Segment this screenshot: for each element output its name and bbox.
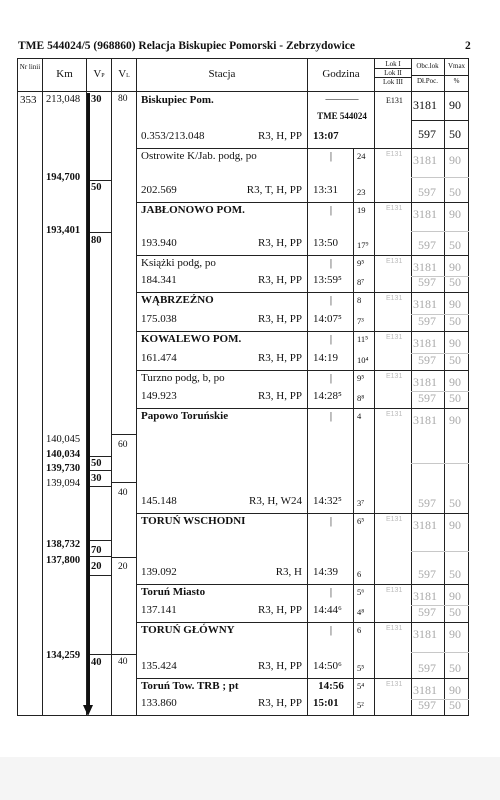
grey-lok: E131	[386, 681, 403, 688]
document-title: TME 544024/5 (968860) Relacja Biskupiec Pomorski - Zebrzydowice	[18, 40, 355, 52]
direction-arrow-line	[87, 93, 90, 708]
departure-time: 14:50⁶	[313, 660, 342, 672]
grid-hline	[111, 557, 136, 558]
station-name: TORUŃ WSCHODNI	[141, 515, 246, 527]
grid-hline	[136, 331, 469, 332]
grid-hline	[17, 91, 469, 92]
grid-hline	[111, 654, 136, 655]
station-km: 135.424	[141, 660, 177, 672]
arrival-time: |	[329, 372, 333, 384]
run-time: 23	[357, 187, 366, 197]
vl-speed: 20	[118, 562, 128, 572]
station-name: JABŁONOWO POM.	[141, 204, 245, 216]
arrival-time: |	[329, 150, 333, 162]
station-km: 0.353/213.048	[141, 130, 205, 142]
grid-hline	[111, 434, 136, 435]
km-marker: 139,094	[46, 478, 81, 489]
grid-vline	[111, 58, 112, 716]
train-label: TME 544024	[317, 111, 367, 121]
grey-dl: 597	[418, 314, 436, 328]
travel-time: 9⁵	[357, 373, 365, 383]
travel-time: 19	[357, 205, 366, 215]
departure-time: 13:31	[313, 184, 339, 196]
station-codes: R3, H, PP	[257, 237, 302, 249]
grey-obc: 3181	[413, 627, 437, 641]
grey-vmax: 90	[449, 153, 461, 167]
station-km: 184.341	[141, 274, 177, 286]
grid-hline	[136, 255, 469, 256]
station-codes: R3, T, H, PP	[246, 184, 302, 196]
arrival-time: |	[329, 294, 333, 306]
station-name: Biskupiec Pom.	[141, 94, 214, 106]
header-nr-linii: Nr linii	[19, 63, 41, 71]
header-lok2: Lok II	[384, 69, 402, 77]
grey-dl: 597	[418, 567, 436, 581]
grey-lok: E131	[386, 373, 403, 380]
departure-time: 14:44⁶	[313, 604, 342, 616]
grid-hline	[136, 370, 469, 371]
run-time: 8⁷	[357, 277, 365, 287]
grey-vmax: 90	[449, 336, 461, 350]
train-dash: ———	[325, 93, 359, 105]
arrival-time: |	[329, 410, 333, 422]
grid-vline	[444, 58, 445, 716]
first-lok: E131	[386, 96, 403, 105]
grey-obc: 3181	[413, 297, 437, 311]
grey-lok: E131	[386, 151, 403, 158]
station-name: Papowo Toruńskie	[141, 410, 229, 422]
grey-vmax: 90	[449, 297, 461, 311]
grey-lok: E131	[386, 258, 403, 265]
header-obc-lok: Obc.lok	[416, 62, 439, 70]
grey-dl: 597	[418, 698, 436, 712]
vp-speed: 30	[91, 94, 102, 105]
grid-vline	[411, 58, 412, 716]
grey-lok: E131	[386, 295, 403, 302]
arrival-time: |	[329, 204, 333, 216]
travel-time: 11⁵	[357, 334, 369, 344]
grid-hline	[136, 513, 469, 514]
grid-hline	[411, 463, 469, 464]
grey-pct: 50	[449, 496, 461, 510]
vp-speed: 70	[91, 545, 102, 556]
grey-obc: 3181	[413, 207, 437, 221]
station-km: 193.940	[141, 237, 177, 249]
grid-hline	[411, 120, 469, 121]
grid-hline	[411, 177, 469, 178]
departure-time: 13:59⁵	[313, 274, 342, 286]
direction-arrow-icon	[83, 705, 93, 716]
travel-time: 4	[357, 411, 362, 421]
vp-speed: 40	[91, 657, 102, 668]
arrival-time: |	[329, 257, 333, 269]
departure-time: 14:28⁵	[313, 390, 342, 402]
station-codes: R3, H	[275, 566, 302, 578]
station-name: WĄBRZEŹNO	[141, 294, 214, 306]
run-time: 4⁸	[357, 607, 365, 617]
vl-speed: 40	[118, 657, 128, 667]
grey-vmax: 90	[449, 627, 461, 641]
grey-obc: 3181	[413, 589, 437, 603]
grey-lok: E131	[386, 625, 403, 632]
grid-hline	[411, 551, 469, 552]
departure-time: 14:32⁵	[313, 495, 342, 507]
station-codes: R3, H, PP	[257, 313, 302, 325]
grid-hline	[136, 584, 469, 585]
grid-hline	[111, 482, 136, 483]
vp-speed: 50	[91, 458, 102, 469]
grey-dl: 597	[418, 238, 436, 252]
station-name: Toruń Miasto	[141, 586, 206, 598]
grey-dl: 597	[418, 391, 436, 405]
km-marker: 134,259	[46, 650, 81, 661]
grid-vline	[136, 58, 137, 716]
first-pct: 50	[449, 127, 461, 141]
departure-time: 15:01	[313, 697, 339, 709]
grey-dl: 597	[418, 185, 436, 199]
header-vl: VL	[118, 68, 130, 80]
header-km: Km	[56, 68, 73, 80]
arrival-time: |	[329, 333, 333, 345]
header-stacja: Stacja	[208, 68, 236, 80]
grey-obc: 3181	[413, 260, 437, 274]
grey-vmax: 90	[449, 260, 461, 274]
grid-hline	[411, 652, 469, 653]
vp-speed: 50	[91, 182, 102, 193]
vp-speed: 20	[91, 561, 102, 572]
grey-obc: 3181	[413, 153, 437, 167]
station-codes: R3, H, PP	[257, 697, 302, 709]
grid-hline	[136, 678, 469, 679]
header-vmax: Vmax	[447, 62, 466, 70]
km-marker: 213,048	[46, 94, 81, 105]
departure-time: 14:39	[313, 566, 339, 578]
header-pct: %	[453, 77, 460, 85]
header-lok1: Lok I	[385, 60, 401, 68]
km-marker: 140,045	[46, 434, 81, 445]
station-km: 161.474	[141, 352, 177, 364]
travel-time: 5⁴	[357, 681, 365, 691]
grid-hline	[136, 292, 469, 293]
km-marker: 193,401	[46, 225, 81, 236]
station-km: 149.923	[141, 390, 177, 402]
grid-hline	[411, 75, 469, 76]
station-km: 145.148	[141, 495, 177, 507]
travel-time: 24	[357, 151, 366, 161]
grid-hline	[136, 202, 469, 203]
km-marker: 138,732	[46, 539, 81, 550]
grid-hline	[136, 148, 469, 149]
line-number: 353	[20, 94, 37, 106]
grey-pct: 50	[449, 238, 461, 252]
grey-dl: 597	[418, 496, 436, 510]
km-marker: 139,730	[46, 463, 81, 474]
grid-vline	[42, 58, 43, 716]
grey-obc: 3181	[413, 683, 437, 697]
grey-pct: 50	[449, 185, 461, 199]
grey-pct: 50	[449, 275, 461, 289]
run-time: 5²	[357, 700, 364, 710]
grey-vmax: 90	[449, 413, 461, 427]
grey-pct: 50	[449, 391, 461, 405]
grid-hline	[136, 408, 469, 409]
station-km: 137.141	[141, 604, 177, 616]
grey-obc: 3181	[413, 336, 437, 350]
run-time: 10⁴	[357, 355, 369, 365]
grey-lok: E131	[386, 516, 403, 523]
grey-pct: 50	[449, 698, 461, 712]
station-codes: R3, H, W24	[249, 495, 302, 507]
grey-vmax: 90	[449, 683, 461, 697]
travel-time: 6	[357, 625, 362, 635]
grey-dl: 597	[418, 605, 436, 619]
vp-speed: 80	[91, 235, 102, 246]
departure-time: 13:07	[313, 130, 339, 142]
header-godzina: Godzina	[322, 68, 360, 80]
arrival-time: |	[329, 586, 333, 598]
travel-time: 9⁵	[357, 258, 365, 268]
run-time: 6	[357, 569, 362, 579]
grey-vmax: 90	[449, 207, 461, 221]
header-vp: VP	[93, 68, 105, 80]
run-time: 17⁹	[357, 240, 369, 250]
grey-pct: 50	[449, 661, 461, 675]
page-number: 2	[465, 40, 471, 52]
grey-lok: E131	[386, 205, 403, 212]
travel-time: 6⁵	[357, 516, 365, 526]
km-marker: 137,800	[46, 555, 81, 566]
station-km: 133.860	[141, 697, 177, 709]
station-codes: R3, H, PP	[257, 130, 302, 142]
station-km: 175.038	[141, 313, 177, 325]
station-name: Turzno podg, b, po	[141, 372, 225, 384]
departure-time: 13:50	[313, 237, 339, 249]
grid-hline	[136, 622, 469, 623]
grey-pct: 50	[449, 353, 461, 367]
station-name: KOWALEWO POM.	[141, 333, 242, 345]
station-name: Książki podg, po	[141, 257, 216, 269]
vl-speed: 80	[118, 94, 128, 104]
station-name: Toruń Tow. TRB ; pt	[141, 680, 239, 692]
grid-hline	[411, 231, 469, 232]
station-codes: R3, H, PP	[257, 352, 302, 364]
vl-speed: 60	[118, 440, 128, 450]
grid-vline	[374, 58, 375, 716]
grey-vmax: 90	[449, 589, 461, 603]
run-time: 8⁸	[357, 393, 365, 403]
vl-speed: 40	[118, 488, 128, 498]
station-km: 202.569	[141, 184, 177, 196]
grey-pct: 50	[449, 605, 461, 619]
station-codes: R3, H, PP	[257, 604, 302, 616]
grey-pct: 50	[449, 314, 461, 328]
km-marker: 140,034	[46, 449, 81, 460]
grey-lok: E131	[386, 334, 403, 341]
first-dl: 597	[418, 127, 436, 141]
grey-obc: 3181	[413, 413, 437, 427]
vp-speed: 30	[91, 473, 102, 484]
grey-dl: 597	[418, 353, 436, 367]
grey-pct: 50	[449, 567, 461, 581]
travel-time: 5⁶	[357, 587, 365, 597]
grid-vline	[307, 58, 308, 716]
first-obc: 3181	[413, 98, 437, 112]
km-marker: 194,700	[46, 172, 81, 183]
run-time: 3⁷	[357, 498, 365, 508]
departure-time: 14:07⁵	[313, 313, 342, 325]
station-codes: R3, H, PP	[257, 274, 302, 286]
header-dl-poc: Dł.Poc.	[417, 77, 438, 85]
grey-dl: 597	[418, 661, 436, 675]
grey-lok: E131	[386, 587, 403, 594]
station-km: 139.092	[141, 566, 177, 578]
page-footer-band	[0, 757, 500, 800]
grey-vmax: 90	[449, 375, 461, 389]
first-vmax: 90	[449, 98, 461, 112]
grid-vline	[353, 148, 354, 715]
arrival-time: |	[329, 515, 333, 527]
grey-obc: 3181	[413, 375, 437, 389]
station-name: Ostrowite K/Jab. podg, po	[141, 150, 257, 162]
grey-obc: 3181	[413, 518, 437, 532]
grey-vmax: 90	[449, 518, 461, 532]
station-codes: R3, H, PP	[257, 390, 302, 402]
station-codes: R3, H, PP	[257, 660, 302, 672]
travel-time: 8	[357, 295, 362, 305]
station-name: TORUŃ GŁÓWNY	[141, 624, 235, 636]
departure-time: 14:19	[313, 352, 339, 364]
arrival-time: |	[329, 624, 333, 636]
grey-lok: E131	[386, 411, 403, 418]
grey-dl: 597	[418, 275, 436, 289]
run-time: 7³	[357, 316, 364, 326]
arrival-time: 14:56	[318, 680, 344, 692]
header-lok3: Lok III	[382, 78, 404, 86]
run-time: 5⁵	[357, 663, 365, 673]
